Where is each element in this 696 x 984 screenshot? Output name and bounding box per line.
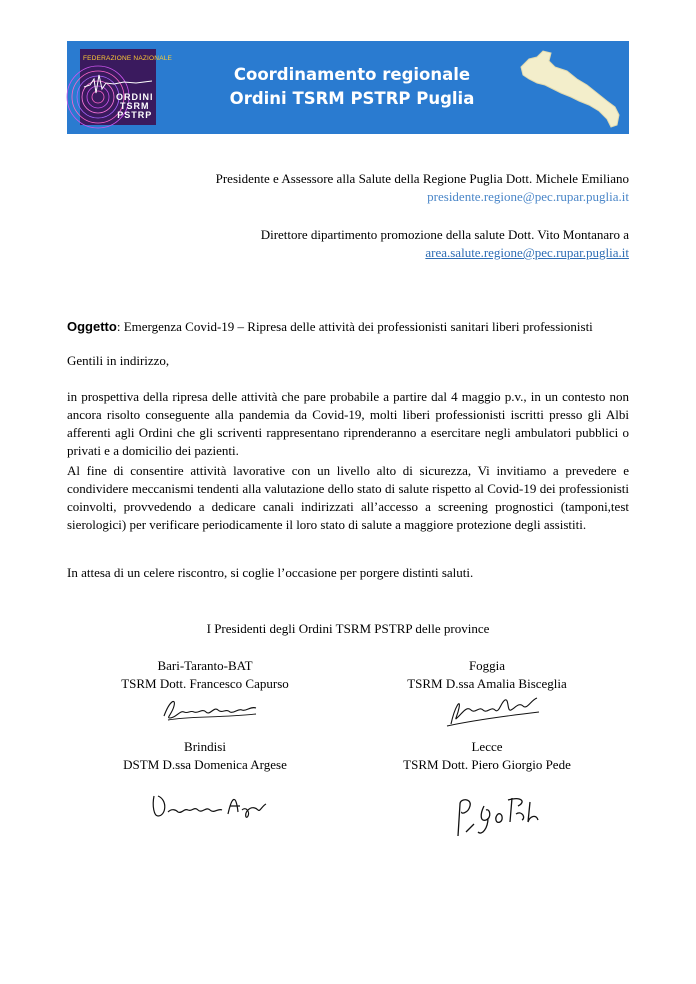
logo-line: PSTRP [117,110,153,120]
recipient-block [261,226,629,262]
logo-top-text: FEDERAZIONE NAZIONALE [83,55,173,62]
recipient-block [216,170,629,206]
recipient-name: Direttore dipartimento promozione della salute Dott. Vito Montanaro a [260,227,629,242]
body-paragraph: in prospettiva della ripresa delle attività che pare probabile a partire dal 4 maggio p.v., in un contesto non ancora risolto conseguente alla pandemia da Covid-19, molti liberi professionisti iscritti presso gli Albi afferenti agli Ordini che gli scriventi rappresentano riprenderanno a esercitare negli ambulatori pubblici o privati e a domicilio dei pazienti. [67,389,629,458]
signatory-name: TSRM D.ssa Amalia Bisceglia [407,676,567,691]
signatory-block [362,738,612,774]
signatory-block [362,657,612,693]
puglia-map-icon [515,45,625,133]
signature-capurso [160,696,260,724]
signatories-heading: I Presidenti degli Ordini TSRM PSTRP delle province [206,621,490,636]
signatory-province: Brindisi [184,739,226,754]
subject-label: Oggetto [67,319,117,334]
signatory-name: DSTM D.ssa Domenica Argese [123,757,287,772]
signatory-name: TSRM Dott. Piero Giorgio Pede [403,757,571,772]
signatory-name: TSRM Dott. Francesco Capurso [121,676,289,691]
banner-title [187,63,517,111]
body-paragraph: Al fine di consentire attività lavorative con un livello alto di sicurezza, Vi invitiamo a prevedere e condividere meccanismi tendenti alla valutazione dello stato di salute rispetto al Covid-19 dei professionisti coinvolti, provvedendo a dedicare canali indirizzati all’accesso a screening prognostici (tamponi,test sierologici) per verificare periodicamente il loro stato di salute a maggiore protezione degli assistiti. [67,463,629,532]
title-line: Ordini TSRM PSTRP Puglia [229,89,475,108]
recipient-email[interactable]: presidente.regione@pec.rupar.puglia.it [427,189,629,204]
greeting: Gentili in indirizzo, [67,353,170,368]
signatory-province: Bari-Taranto-BAT [157,658,253,673]
recipient-name: Presidente e Assessore alla Salute della Regione Puglia Dott. Michele Emiliano [215,171,629,186]
title-line: Coordinamento regionale [233,65,471,84]
logo-text [116,93,154,120]
signatory-block [80,657,330,693]
signature-bisceglia [445,692,545,728]
header-banner [67,41,629,134]
recipient-email-link[interactable]: area.salute.regione@pec.rupar.puglia.it [425,245,629,260]
signature-argese [148,786,268,822]
logo-line: ORDINI [116,92,154,102]
subject-line [67,318,629,336]
subject-text: : Emergenza Covid-19 – Ripresa delle attività dei professionisti sanitari liberi professionisti [116,319,593,334]
signatory-province: Lecce [471,739,503,754]
closing-paragraph: In attesa di un celere riscontro, si coglie l’occasione per porgere distinti saluti. [67,565,474,580]
signature-pede [452,792,542,840]
logo-line: TSRM [120,101,150,111]
signatory-block [80,738,330,774]
federation-logo [80,49,173,125]
signatory-province: Foggia [468,658,506,673]
